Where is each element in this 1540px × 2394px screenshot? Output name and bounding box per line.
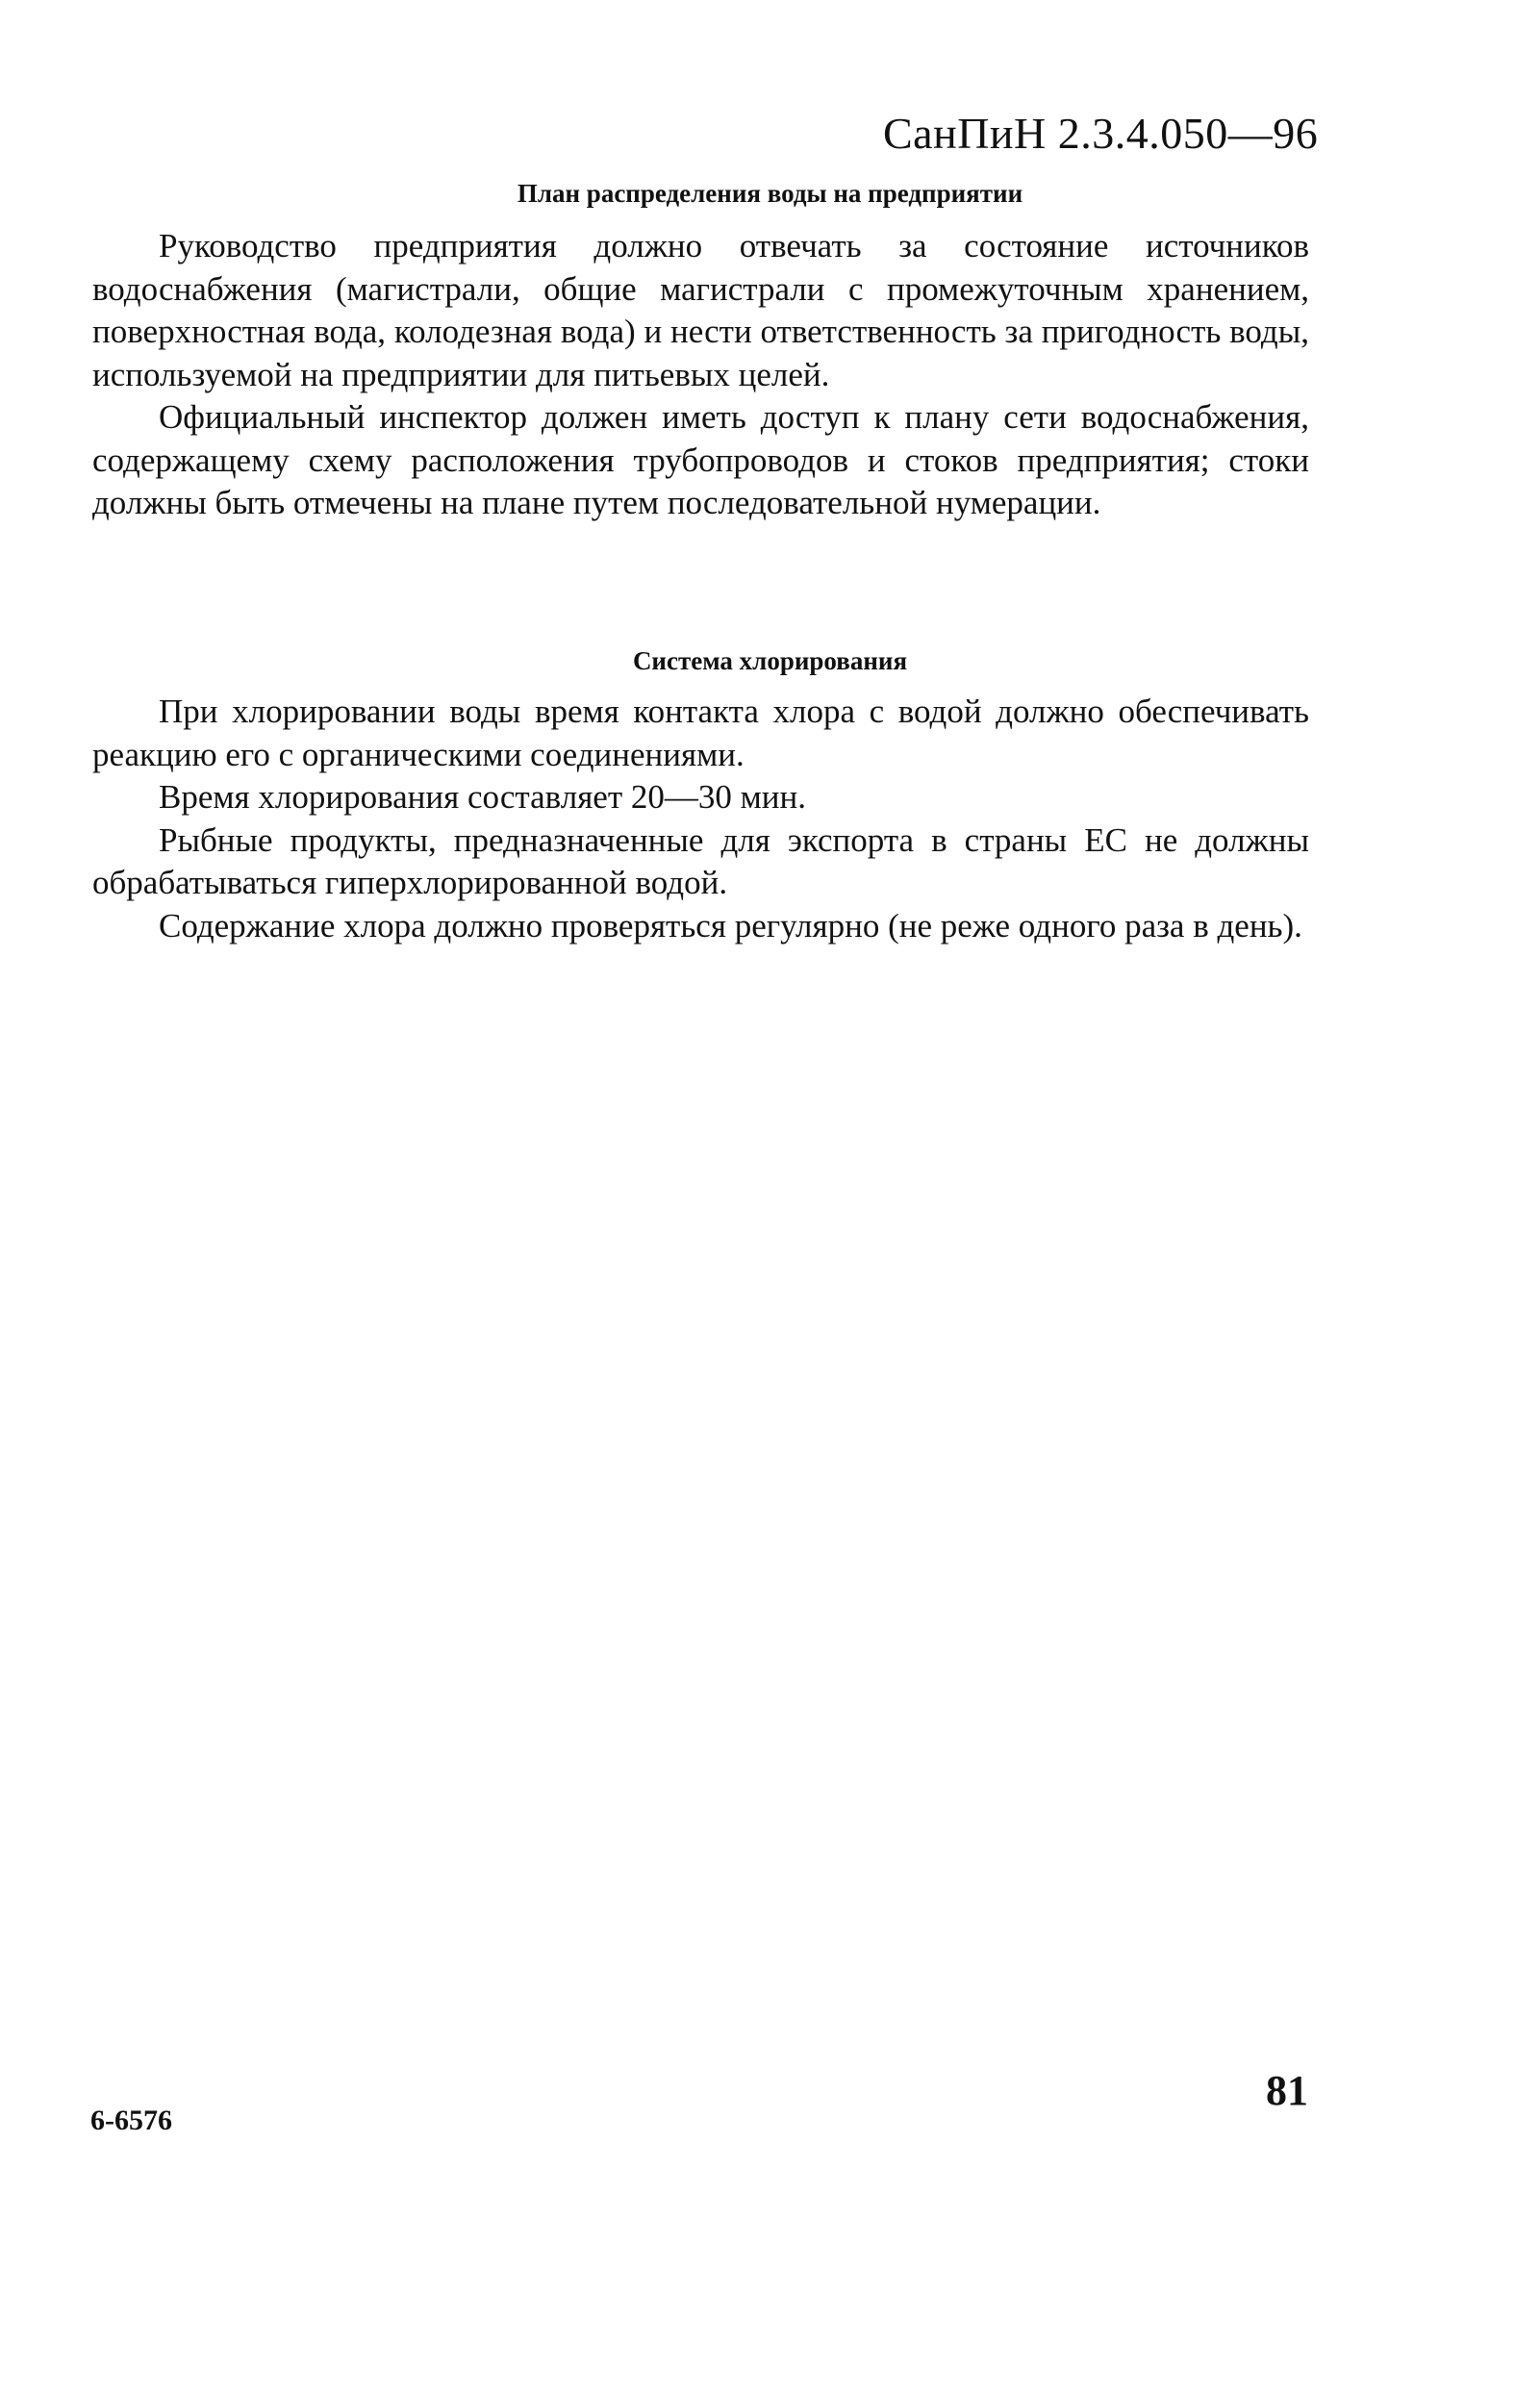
paragraph: Содержание хлора должно проверяться регулярно (не реже одного раза в день). bbox=[159, 906, 1302, 945]
section-water-distribution bbox=[92, 225, 1309, 525]
section-chlorination bbox=[92, 691, 1309, 947]
section-heading-chlorination: Система хлорирования bbox=[632, 646, 908, 675]
paragraph: Официальный инспектор должен иметь доступ к плану сети водоснабжения, содержащему схему расположения трубопроводов и стоков предприятия; стоки должны быть отмечены на плане путем последовательной нумерации. bbox=[92, 398, 1309, 521]
document-code: СанПиН 2.3.4.050—96 bbox=[883, 109, 1319, 158]
print-code: 6-6576 bbox=[90, 2104, 172, 2136]
page-number: 81 bbox=[1266, 2067, 1308, 2114]
paragraph: Руководство предприятия должно отвечать за состояние источников водоснабжения (магистрали, общие магистрали с промежуточным хранением, поверхностная вода, колодезная вода) и нести ответственность за пригодность воды, используемой на предприятии для питьевых целей. bbox=[92, 227, 1309, 393]
paragraph: Время хлорирования составляет 20—30 мин. bbox=[159, 778, 806, 816]
section-heading-water-distribution: План распределения воды на предприятии bbox=[517, 179, 1023, 208]
paragraph: При хлорировании воды время контакта хлора с водой должно обеспечивать реакцию его с органическими соединениями. bbox=[92, 693, 1309, 773]
paragraph: Рыбные продукты, предназначенные для экспорта в страны ЕС не должны обрабатываться гиперхлорированной водой. bbox=[92, 820, 1309, 901]
